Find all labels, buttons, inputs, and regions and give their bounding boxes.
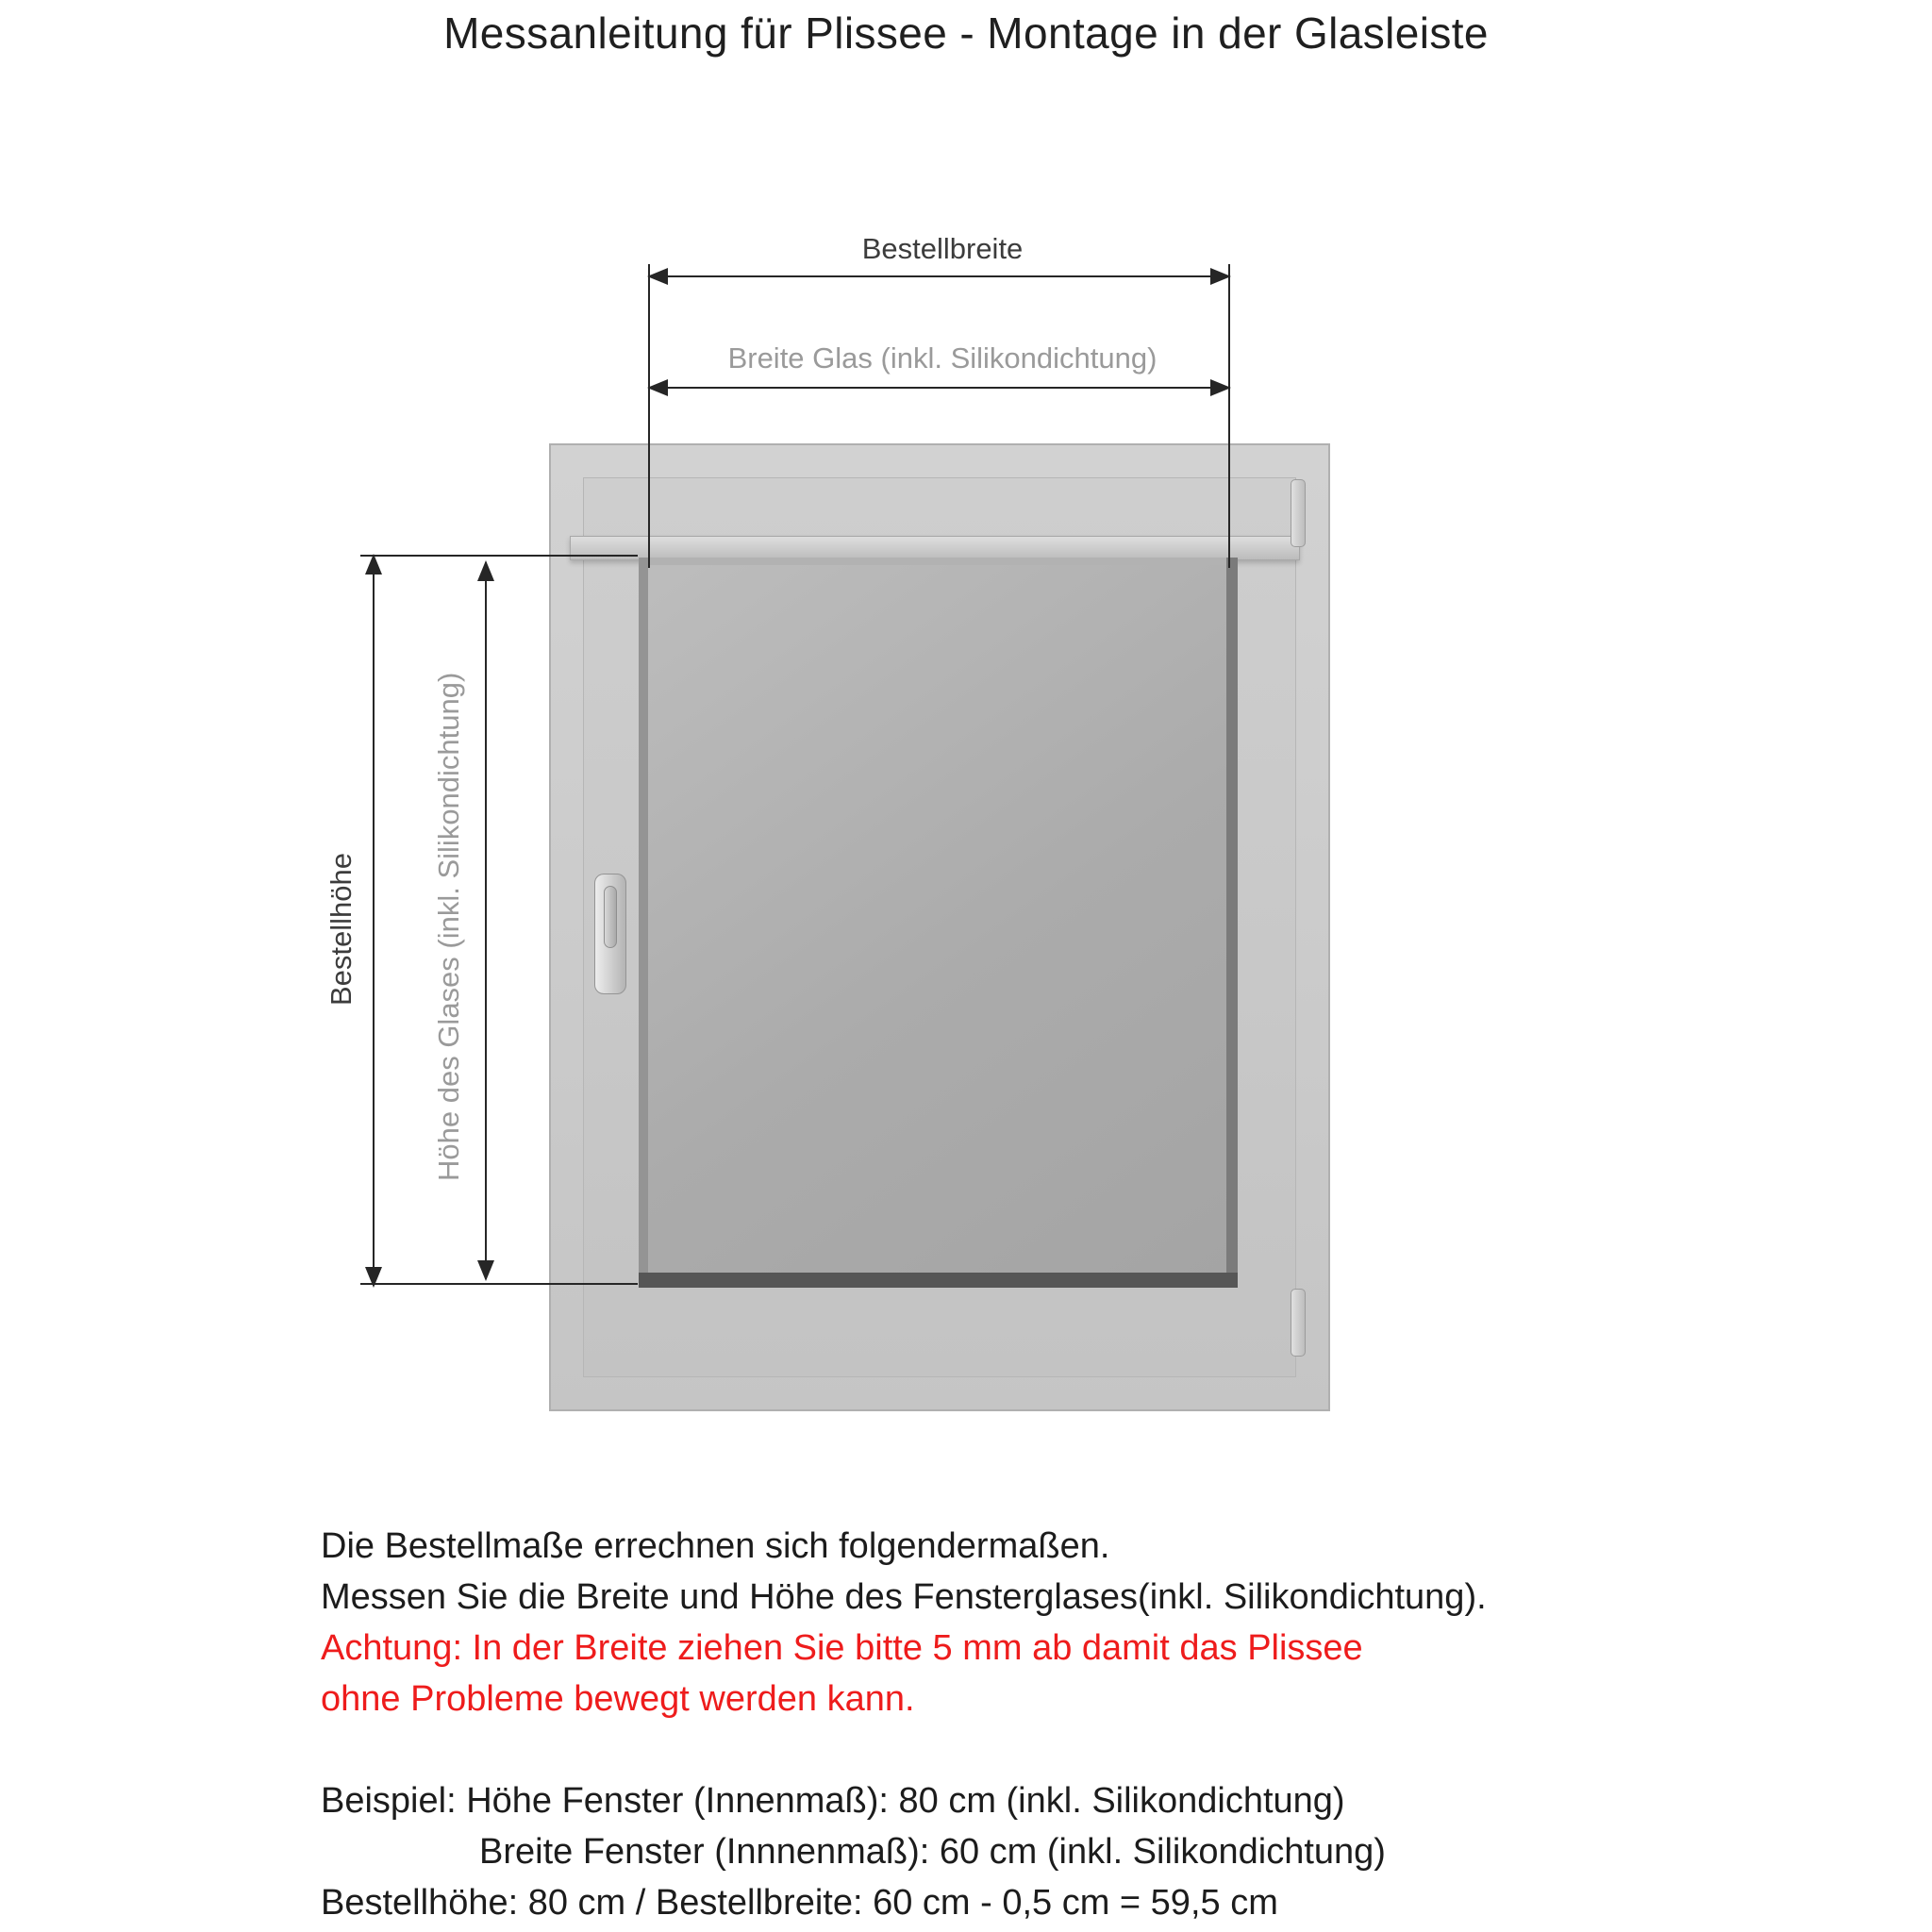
window-handle-grip — [604, 886, 617, 948]
dim-label-bestellhoehe: Bestellhöhe — [325, 853, 358, 1007]
window-handle-icon — [594, 874, 626, 994]
arrow-left-icon — [647, 379, 668, 396]
extension-line-height-bottom — [360, 1283, 638, 1285]
instructions-block — [321, 1521, 1792, 1928]
instruction-line: Die Bestellmaße errechnen sich folgendermaßen. — [321, 1526, 1110, 1566]
extension-line-height-top — [360, 555, 638, 557]
hinge-bottom-icon — [1291, 1289, 1306, 1357]
dim-line-bestellhoehe — [373, 556, 375, 1286]
extension-line-width-right — [1228, 264, 1230, 568]
window-glass — [639, 558, 1238, 1288]
arrow-down-icon — [477, 1260, 494, 1281]
warning-line: Achtung: In der Breite ziehen Sie bitte 5 mm ab damit das Plissee — [321, 1628, 1363, 1668]
window-illustration — [549, 443, 1330, 1411]
example-line: Bestellhöhe: 80 cm / Bestellbreite: 60 cm - 0,5 cm = 59,5 cm — [321, 1883, 1278, 1923]
page-title: Messanleitung für Plissee - Montage in der Glasleiste — [443, 8, 1489, 58]
arrow-up-icon — [477, 560, 494, 581]
warning-line: ohne Probleme bewegt werden kann. — [321, 1679, 915, 1719]
example-line: Breite Fenster (Innnenmaß): 60 cm (inkl. Silikondichtung) — [479, 1832, 1386, 1872]
example-line: Beispiel: Höhe Fenster (Innenmaß): 80 cm (inkl. Silikondichtung) — [321, 1781, 1345, 1821]
arrow-up-icon — [365, 554, 382, 575]
dim-line-breite-glas — [649, 387, 1229, 389]
extension-line-width-left — [648, 264, 650, 568]
dim-label-bestellbreite: Bestellbreite — [861, 232, 1024, 265]
dim-label-hoehe-glas: Höhe des Glases (inkl. Silikondichtung) — [432, 672, 465, 1181]
instruction-line: Messen Sie die Breite und Höhe des Fensterglases(inkl. Silikondichtung). — [321, 1577, 1487, 1617]
dim-line-hoehe-glas — [485, 562, 487, 1279]
dim-line-bestellbreite — [649, 275, 1229, 277]
arrow-left-icon — [647, 268, 668, 285]
dim-label-breite-glas: Breite Glas (inkl. Silikondichtung) — [727, 341, 1158, 375]
hinge-top-icon — [1291, 479, 1306, 547]
